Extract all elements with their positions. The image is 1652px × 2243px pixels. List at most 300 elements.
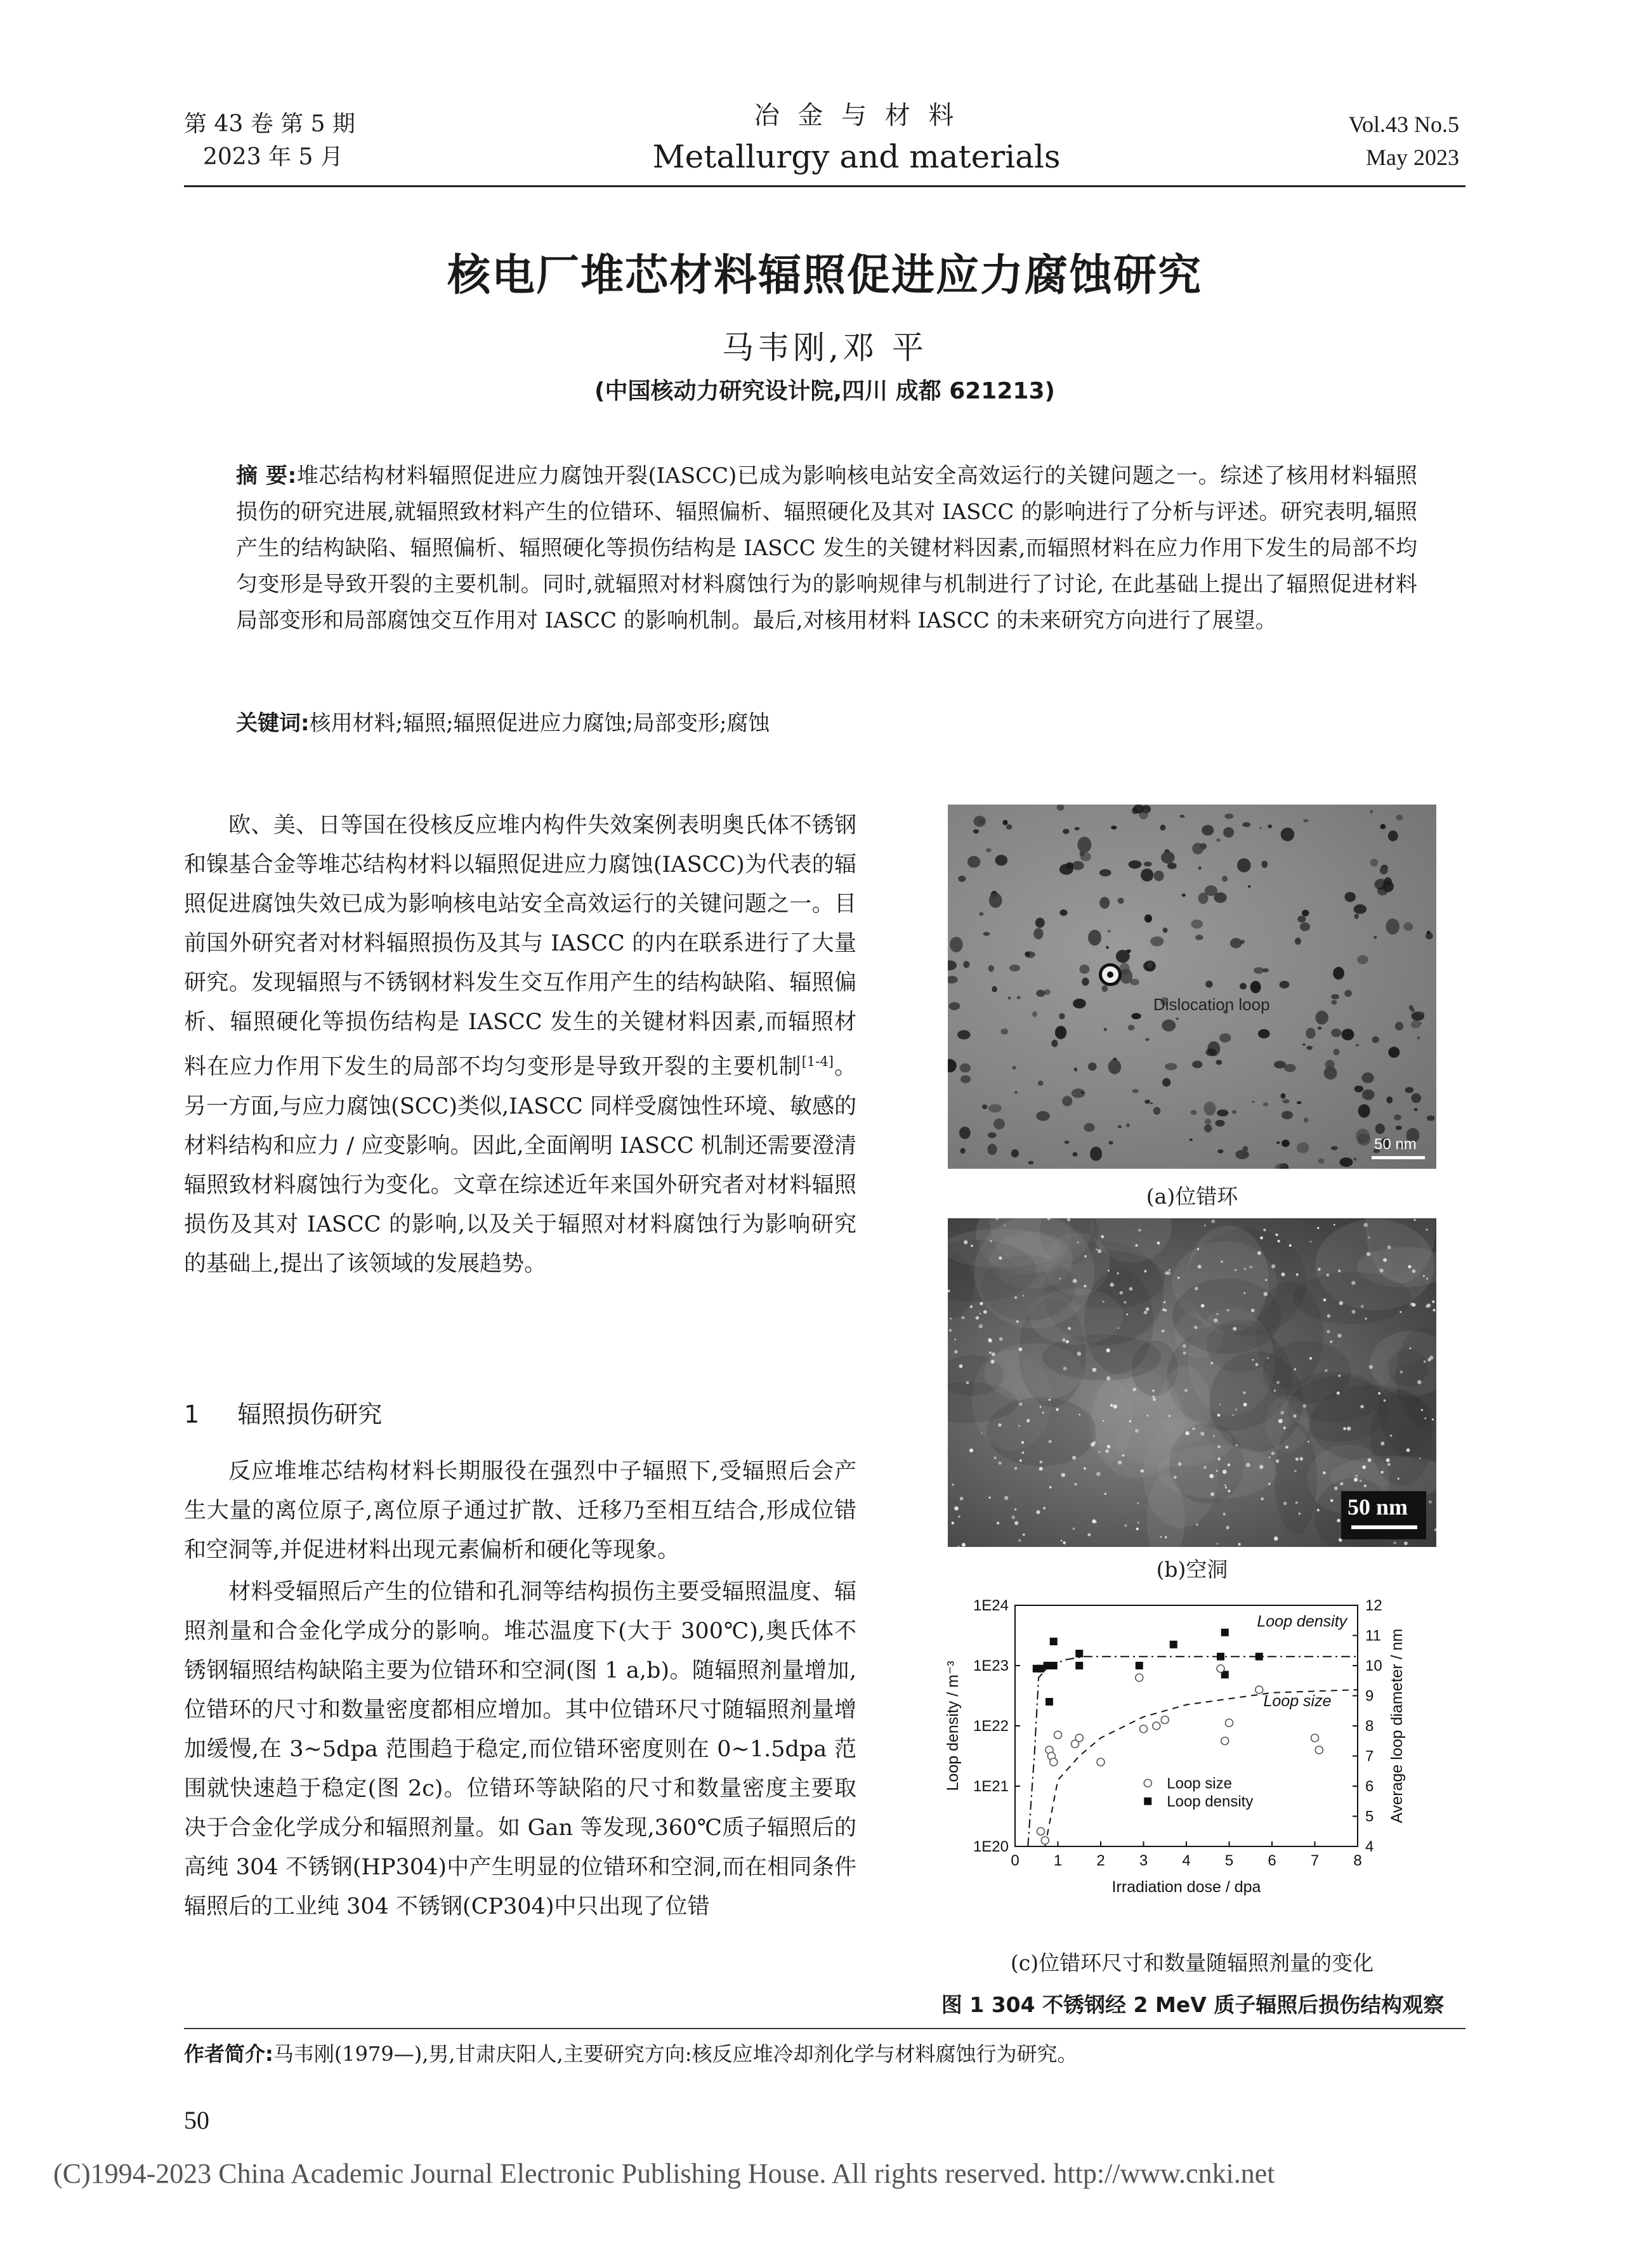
void-spot	[1327, 1314, 1331, 1318]
defect-spot	[1333, 1049, 1339, 1056]
void-spot	[1165, 1536, 1167, 1538]
void-spot	[1232, 1414, 1234, 1416]
defect-spot	[1306, 1028, 1315, 1039]
void-spot	[1213, 1435, 1215, 1437]
defect-spot	[1394, 1114, 1401, 1120]
citation: [1-4]	[801, 1054, 834, 1069]
void-spot	[1049, 1440, 1052, 1443]
defect-spot	[1204, 1124, 1212, 1133]
defect-spot	[1144, 1100, 1150, 1103]
section-1-body	[184, 1452, 856, 1926]
void-spot	[1429, 1355, 1433, 1359]
defect-spot	[948, 1002, 960, 1010]
loop-size-point	[1136, 1674, 1143, 1681]
void-spot	[1141, 1470, 1144, 1473]
intro-text-2: 。另一方面,与应力腐蚀(SCC)类似,IASCC 同样受腐蚀性环境、敏感的材料结构和应力 / 应变影响。因此,全面阐明 IASCC 机制还需要澄清辐照致材料腐蚀行为变化。文章在综述近年来国外研究者对材料辐照损伤及其对 IASCC 的影响,以及关于辐照对材料腐蚀行为影响研究的基础上,提出了该领域的发展趋势。	[184, 1054, 856, 1277]
void-spot	[1369, 1365, 1373, 1369]
defect-spot	[1297, 1101, 1302, 1104]
defect-spot	[1223, 827, 1234, 838]
loop-size-fit-line	[1045, 1690, 1358, 1846]
defect-spot	[1131, 1013, 1141, 1020]
void-spot	[1408, 1265, 1411, 1268]
void-spot	[1203, 1466, 1207, 1469]
void-spot	[954, 1506, 959, 1511]
void-spot	[1157, 1242, 1160, 1245]
loop-chart	[926, 1586, 1459, 1942]
defect-spot	[1195, 935, 1203, 940]
defect-spot	[1133, 805, 1144, 813]
defect-spot	[1283, 1099, 1290, 1103]
defect-spot	[1380, 824, 1386, 829]
defect-spot	[1202, 825, 1214, 836]
void-spot	[1018, 1425, 1020, 1427]
void-spot	[1243, 1403, 1247, 1407]
defect-spot	[1191, 919, 1203, 928]
void-spot	[1224, 1484, 1226, 1486]
void-spot	[1216, 1313, 1218, 1315]
void-spot	[1221, 1261, 1223, 1263]
void-spot	[1261, 1497, 1264, 1501]
void-spot	[1412, 1269, 1416, 1273]
void-spot	[1167, 1271, 1170, 1275]
defect-spot	[1417, 1036, 1420, 1039]
y-left-axis-label: Loop density / m⁻³	[944, 1661, 962, 1791]
loop-size-point	[1037, 1827, 1045, 1835]
defect-spot	[1057, 805, 1065, 811]
defect-spot	[1059, 1013, 1065, 1020]
void-spot	[1317, 1509, 1320, 1511]
defect-spot	[960, 1075, 971, 1083]
defect-spot	[1219, 1033, 1231, 1043]
void-spot	[1183, 1344, 1186, 1348]
loop-size-point	[1050, 1758, 1058, 1766]
defect-spot	[1315, 1011, 1328, 1025]
loop-size-point	[1161, 1716, 1169, 1724]
defect-spot	[1258, 1029, 1270, 1039]
defect-spot	[1154, 871, 1164, 881]
void-spot	[1211, 1220, 1215, 1223]
void-spot	[1250, 1266, 1252, 1268]
defect-spot	[1216, 1060, 1222, 1065]
loop-size-point	[1153, 1722, 1160, 1730]
defect-spot	[1403, 923, 1413, 931]
defect-spot	[988, 1104, 1002, 1112]
void-spot	[1144, 1311, 1148, 1315]
defect-spot	[1084, 1123, 1095, 1132]
annotation-loop-density: Loop density	[1257, 1612, 1347, 1631]
void-spot	[1137, 1522, 1139, 1523]
void-spot	[1364, 1485, 1367, 1487]
defect-spot	[1160, 825, 1165, 831]
void-spot	[1295, 1457, 1299, 1461]
void-spot	[983, 1310, 987, 1314]
y-right-tick-label: 12	[1365, 1597, 1382, 1614]
void-spot	[1426, 1228, 1427, 1230]
loop-density-fit-line	[1028, 1657, 1358, 1846]
caption-a: (a)位错环	[1146, 1184, 1238, 1209]
defect-spot	[1214, 892, 1226, 903]
void-spot	[1168, 1414, 1170, 1417]
defect-spot	[960, 1063, 971, 1072]
void-spot	[1153, 1396, 1155, 1398]
defect-spot	[1126, 949, 1131, 953]
x-tick-label: 7	[1310, 1852, 1320, 1869]
defect-spot	[1033, 928, 1043, 940]
void-spot	[1355, 1475, 1358, 1477]
defect-spot	[1012, 1066, 1016, 1070]
void-spot	[971, 1245, 973, 1247]
void-spot	[1018, 1348, 1022, 1352]
journal-name-cn: 冶 金 与 材 料	[754, 101, 959, 130]
void-spot	[1251, 1308, 1255, 1312]
void-spot	[1365, 1317, 1367, 1320]
defect-spot	[973, 829, 979, 834]
void-spot	[1073, 1279, 1077, 1283]
void-spot	[1074, 1483, 1077, 1485]
void-spot	[1043, 1507, 1046, 1510]
void-spot	[1026, 1419, 1030, 1423]
defect-spot	[1263, 1102, 1268, 1107]
defect-spot	[950, 937, 963, 952]
void-spot	[1096, 1249, 1098, 1251]
y-left-tick-label: 1E21	[973, 1778, 1009, 1795]
void-spot	[1014, 1521, 1018, 1525]
keywords-text: 核用材料;辐照;辐照促进应力腐蚀;局部变形;腐蚀	[309, 711, 770, 736]
void-spot	[1390, 1435, 1392, 1437]
void-spot	[1216, 1470, 1218, 1472]
void-spot	[1295, 1501, 1298, 1504]
void-spot	[1244, 1268, 1246, 1270]
y-right-tick-label: 11	[1365, 1627, 1381, 1645]
defect-spot	[1306, 1046, 1313, 1050]
void-spot	[1360, 1405, 1363, 1408]
defect-spot	[959, 1127, 971, 1139]
defect-spot	[988, 965, 994, 972]
defect-spot	[1088, 930, 1101, 945]
void-spot	[1096, 1472, 1101, 1477]
x-tick-label: 1	[1053, 1852, 1063, 1869]
void-spot	[1368, 1458, 1372, 1462]
void-spot	[1225, 1487, 1227, 1489]
void-spot	[1283, 1502, 1287, 1506]
void-spot	[1073, 1527, 1075, 1530]
void-spot	[1246, 1463, 1250, 1467]
defect-spot	[1198, 893, 1209, 904]
void-spot	[1255, 1363, 1259, 1366]
y-right-tick-label: 5	[1365, 1808, 1374, 1825]
void-spot	[1235, 1409, 1237, 1411]
void-spot	[1077, 1242, 1079, 1244]
scale-bar-b-label: 50 nm	[1347, 1494, 1408, 1520]
figure-1-caption: 图 1 304 不锈钢经 2 MeV 质子辐照后损伤结构观察	[941, 1992, 1445, 2017]
defect-spot	[1144, 862, 1152, 867]
contrast-patch	[974, 1218, 1095, 1329]
void-spot	[1235, 1269, 1236, 1271]
loop-density-point	[1050, 1638, 1058, 1645]
date-en: May 2023	[1366, 145, 1459, 170]
defect-spot	[1044, 989, 1051, 995]
defect-spot	[1318, 1027, 1322, 1030]
void-spot	[966, 1381, 969, 1385]
micrograph-dislocation-loops	[948, 805, 1436, 1169]
defect-spot	[1000, 1029, 1008, 1034]
defect-spot	[1354, 904, 1367, 914]
defect-spot	[983, 932, 990, 936]
x-tick-label: 0	[1011, 1852, 1019, 1869]
defect-spot	[958, 876, 966, 882]
void-spot	[1103, 1420, 1105, 1422]
void-spot	[1268, 1357, 1269, 1359]
void-spot	[1217, 1457, 1221, 1461]
defect-spot	[1372, 1036, 1379, 1043]
void-spot	[1379, 1268, 1383, 1272]
void-spot	[1338, 1270, 1341, 1272]
void-spot	[1108, 1270, 1110, 1272]
void-spot	[1302, 1404, 1306, 1408]
defect-spot	[1344, 892, 1356, 902]
defect-spot	[1144, 914, 1152, 923]
defect-spot	[1354, 1158, 1357, 1161]
void-spot	[1309, 1357, 1312, 1360]
void-spot	[1414, 1219, 1416, 1221]
defect-spot	[1248, 885, 1250, 888]
void-spot	[999, 1338, 1003, 1341]
defect-spot	[1297, 916, 1306, 923]
void-spot	[1351, 1310, 1355, 1313]
defect-spot	[957, 1030, 971, 1039]
void-spot	[1223, 1470, 1227, 1474]
defect-spot	[1216, 838, 1221, 842]
defect-spot	[1176, 1018, 1179, 1020]
loop-density-point	[1221, 1629, 1229, 1636]
defect-spot	[979, 819, 985, 824]
void-spot	[1195, 1287, 1198, 1291]
annotation-loop-size: Loop size	[1263, 1692, 1332, 1711]
void-spot	[1330, 1499, 1333, 1502]
section-1-title: 辐照损伤研究	[237, 1400, 383, 1428]
defect-spot	[1414, 1108, 1418, 1111]
void-spot	[1393, 1541, 1396, 1544]
defect-spot	[1073, 999, 1086, 1008]
void-spot	[1063, 1541, 1066, 1544]
defect-spot	[1281, 1093, 1286, 1099]
void-spot	[1209, 1474, 1214, 1478]
loop-size-point	[1097, 1758, 1105, 1766]
void-spot	[1263, 1228, 1266, 1231]
defect-spot	[1106, 946, 1108, 949]
void-spot	[1036, 1510, 1040, 1514]
dislocation-loop-marker-icon	[1099, 963, 1122, 986]
void-spot	[954, 1339, 956, 1341]
defect-spot	[986, 848, 992, 852]
defect-spot	[979, 912, 983, 916]
defect-spot	[1339, 1157, 1353, 1167]
void-spot	[1378, 1392, 1380, 1395]
void-spot	[1169, 1269, 1170, 1271]
void-spot	[1412, 1303, 1415, 1306]
defect-spot	[1281, 827, 1295, 841]
void-spot	[1338, 1374, 1341, 1377]
void-spot	[1183, 1352, 1186, 1355]
loop-density-point	[1255, 1653, 1263, 1661]
defect-spot	[1304, 1117, 1309, 1122]
defect-spot	[1254, 967, 1264, 973]
void-spot	[981, 1433, 982, 1434]
defect-spot	[1072, 1152, 1077, 1157]
void-spot	[1276, 1381, 1280, 1384]
y-right-tick-label: 4	[1365, 1838, 1374, 1855]
void-spot	[1018, 1539, 1021, 1542]
defect-spot	[1268, 824, 1272, 828]
void-spot	[954, 1350, 958, 1354]
loop-size-point	[1217, 1665, 1224, 1673]
void-spot	[1289, 1244, 1292, 1247]
void-spot	[1210, 1362, 1213, 1364]
void-spot	[1072, 1456, 1076, 1459]
void-spot	[1184, 1389, 1188, 1392]
void-spot	[1152, 1390, 1155, 1392]
defect-spot	[1302, 1044, 1306, 1046]
void-spot	[1136, 1244, 1138, 1247]
y-right-axis-label: Average loop diameter / nm	[1388, 1628, 1406, 1824]
void-spot	[1424, 1417, 1426, 1419]
defect-spot	[1051, 1040, 1058, 1048]
void-spot	[1409, 1348, 1411, 1350]
void-spot	[1014, 1296, 1017, 1299]
defect-spot	[1038, 1081, 1044, 1086]
loop-size-point	[1140, 1725, 1148, 1733]
void-spot	[1337, 1519, 1340, 1522]
defect-spot	[1274, 1061, 1286, 1069]
void-spot	[1091, 1442, 1094, 1446]
defect-spot	[1009, 964, 1020, 971]
defect-spot	[1282, 1111, 1293, 1119]
defect-spot	[1302, 910, 1309, 917]
void-spot	[1107, 1445, 1111, 1449]
defect-spot	[1354, 914, 1359, 919]
void-spot	[1217, 1543, 1219, 1545]
defect-spot	[1147, 962, 1153, 968]
x-axis-label: Irradiation dose / dpa	[1111, 1878, 1261, 1896]
void-spot	[980, 1302, 983, 1305]
page-number: 50	[184, 2106, 209, 2134]
void-spot	[1098, 1249, 1101, 1253]
void-spot	[1012, 1515, 1015, 1518]
defect-spot	[1099, 897, 1110, 909]
left-column	[184, 806, 856, 1284]
void-spot	[1120, 1291, 1124, 1295]
void-spot	[964, 1240, 968, 1244]
volume-issue-en: Vol.43 No.5	[1348, 112, 1459, 137]
void-spot	[1362, 1465, 1366, 1469]
defect-spot	[1205, 980, 1212, 987]
void-spot	[988, 1497, 990, 1499]
void-spot	[1178, 1463, 1182, 1466]
defect-spot	[1162, 1020, 1176, 1032]
micrograph-a-dots	[948, 805, 1436, 1169]
void-spot	[1294, 1470, 1297, 1473]
section-1-number: 1	[184, 1400, 200, 1428]
defect-spot	[1276, 1141, 1280, 1144]
void-spot	[1022, 1294, 1024, 1296]
defect-spot	[1411, 1020, 1420, 1029]
defect-spot	[993, 1119, 1005, 1129]
author-bio	[184, 2038, 1078, 2067]
void-spot	[1268, 1482, 1271, 1485]
defect-spot	[948, 1059, 957, 1072]
defect-spot	[1395, 1022, 1403, 1030]
void-spot	[1227, 1309, 1229, 1312]
loop-density-point	[1136, 1662, 1143, 1669]
y-right-tick-label: 7	[1365, 1747, 1374, 1765]
defect-spot	[1088, 1063, 1097, 1071]
void-spot	[1068, 1327, 1071, 1330]
void-spot	[1110, 1283, 1114, 1287]
void-spot	[1004, 1225, 1006, 1227]
void-spot	[1014, 1508, 1016, 1510]
defect-spot	[1006, 824, 1013, 829]
void-spot	[1197, 1248, 1199, 1250]
void-spot	[1259, 1465, 1263, 1469]
void-spot	[1061, 1540, 1063, 1542]
defect-spot	[1331, 1029, 1341, 1037]
void-spot	[1347, 1426, 1351, 1430]
defect-spot	[1388, 831, 1398, 841]
void-spot	[1164, 1301, 1165, 1303]
void-spot	[1124, 1524, 1127, 1527]
void-spot	[1434, 1529, 1436, 1531]
defect-spot	[960, 1148, 965, 1154]
void-spot	[1124, 1301, 1126, 1303]
void-spot	[1283, 1426, 1286, 1429]
copyright-notice: (C)1994-2023 China Academic Journal Electronic Publishing House. All rights reserved. http://www.cnki.net	[53, 2158, 1275, 2189]
defect-spot	[1161, 852, 1175, 864]
defect-spot	[1036, 990, 1045, 997]
void-spot	[1228, 1490, 1230, 1492]
void-spot	[1243, 1391, 1246, 1395]
void-spot	[993, 1457, 996, 1459]
void-spot	[1092, 1368, 1097, 1372]
void-spot	[1217, 1414, 1221, 1417]
defect-spot	[1263, 968, 1269, 973]
journal-name-en: Metallurgy and materials	[652, 138, 1061, 175]
void-spot	[1049, 1486, 1052, 1489]
defect-spot	[1380, 866, 1388, 874]
header-rule	[184, 185, 1465, 187]
void-spot	[1265, 1279, 1268, 1281]
void-spot	[989, 1352, 992, 1354]
defect-spot	[1388, 1047, 1400, 1058]
legend-loop-size-marker	[1144, 1779, 1151, 1787]
void-spot	[1087, 1533, 1091, 1536]
defect-spot	[1198, 866, 1202, 870]
caption-c: (c)位错环尺寸和数量随辐照剂量的变化	[1010, 1950, 1374, 1975]
void-spot	[1419, 1457, 1420, 1459]
void-spot	[1092, 1519, 1096, 1523]
defect-spot	[1384, 877, 1392, 886]
void-spot	[1299, 1457, 1302, 1460]
defect-spot	[1242, 822, 1250, 827]
contrast-patch	[1209, 1351, 1303, 1451]
defect-spot	[992, 986, 997, 992]
void-spot	[1084, 1255, 1087, 1258]
abstract-label: 摘 要:	[236, 463, 297, 489]
void-spot	[1129, 1287, 1133, 1291]
defect-spot	[1361, 1072, 1373, 1083]
section-1-heading	[184, 1395, 382, 1430]
void-spot	[997, 1522, 999, 1524]
loop-size-point	[1041, 1837, 1049, 1845]
